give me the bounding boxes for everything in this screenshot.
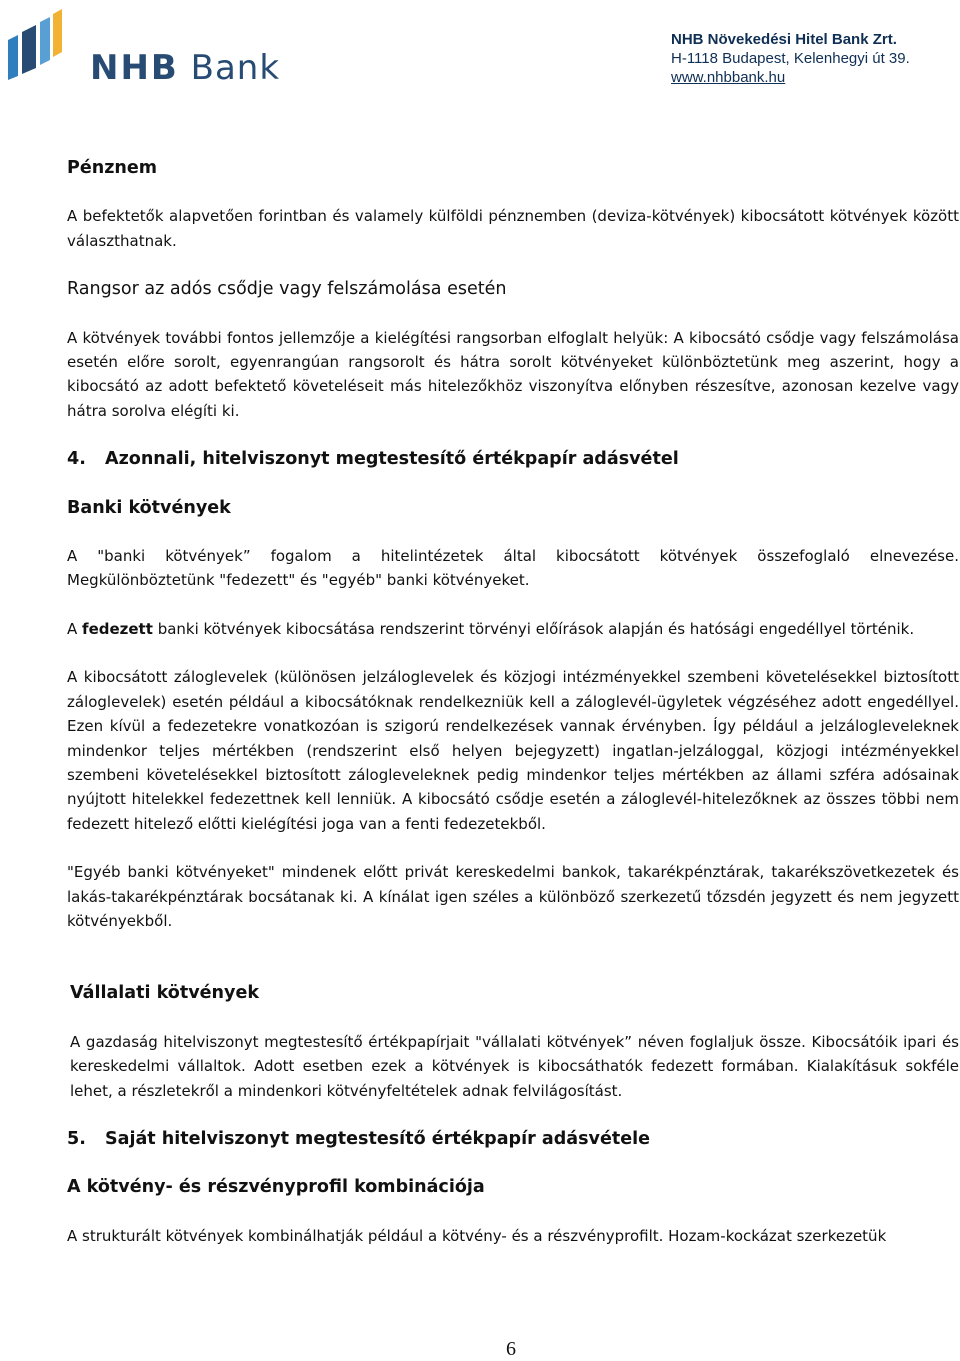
page-number: 6: [506, 1338, 516, 1360]
logo-bars-icon: [6, 4, 86, 84]
section-5-title: Saját hitelviszonyt megtestesítő értékpapír adásvétele: [105, 1128, 651, 1149]
section-4-number: 4.: [67, 449, 86, 470]
section-4-title: Azonnali, hitelviszonyt megtestesítő értékpapír adásvétel: [105, 449, 679, 470]
paragraph-zaloglevelek: A kibocsátott záloglevelek (különösen jelzáloglevelek és közjogi intézményekkel szembeni követelésekkel biztosított záloglevelek) esetén például a kibocsátóknak rendelkezniük kell a záloglevél-ügyletek végzéséhez adott engedéllyel. Ezen kívül a fedezetekre vonatkozóan is szigorú rendelkezések vannak érvényben. Így például a jelzálogleveleknek mindenkor teljes mértékben (rendszerint első helyen bejegyzett) ingatlan-jelzáloggal, közjogi intézményekkel szembeni követelésekkel biztosított zálogleveleknek pedig mindenkor teljes mértékben az állami szféra adósainak nyújtott hitelekkel fedezettnek kell lenniük. A kibocsátó csődje esetén a záloglevél-hitelezőknek az összes többi nem fedezett hitelező előtti kielégítési joga van a fenti fedezetekből.: [67, 668, 959, 833]
paragraph-fedezett: A fedezett banki kötvények kibocsátása rendszerint törvényi előírások alapján és hatósági engedéllyel történik.: [67, 619, 915, 638]
company-address-block: [671, 30, 910, 87]
heading-banki-kotvenyek: Banki kötvények: [67, 497, 231, 518]
company-website-link[interactable]: www.nhbbank.hu: [671, 69, 786, 86]
section-5-number: 5.: [67, 1128, 86, 1149]
heading-rangsor: Rangsor az adós csődje vagy felszámolása esetén: [67, 279, 507, 300]
company-address: H-1118 Budapest, Kelenhegyi út 39.: [671, 50, 910, 67]
paragraph-profil: A strukturált kötvények kombinálhatják például a kötvény- és a részvényprofilt. Hozam-kockázat szerkezetük: [67, 1226, 887, 1245]
heading-section-5: [67, 1127, 959, 1151]
heading-profil-kombinacio: A kötvény- és részvényprofil kombinációja: [67, 1177, 485, 1198]
paragraph-rangsor: A kötvények további fontos jellemzője a kielégítési rangsorban elfoglalt helyük: A kibocsátó csődje vagy felszámolása esetén előre sorolt, egyenrangúan rangsorolt és hátra sorolt kötvényeket különböztetünk meg aszerint, hogy a kibocsátó az adott befektető követeléseit más hitelezőkhöz viszonyítva előnyben részesítve, azonosan kezelve vagy hátra sorolva elégíti ki.: [67, 328, 959, 420]
page-header: [0, 0, 960, 100]
paragraph-penznem: A befektetők alapvetően forintban és valamely külföldi pénznemben (deviza-kötvények) kibocsátott kötvények között választhatnak.: [67, 207, 959, 250]
paragraph-vallalati: A gazdaság hitelviszonyt megtestesítő értékpapírjait "vállalati kötvények” néven foglaljuk össze. Kibocsátóik ipari és kereskedelmi vállaltok. Adott esetben ezek a kötvények is kibocsáthatók fedezett formában. Kialakításuk sokféle lehet, a részletekről a mindenkori kötvényfeltételek adnak felvilágosítást.: [70, 1032, 959, 1100]
company-name: NHB Növekedési Hitel Bank Zrt.: [671, 31, 897, 48]
nhb-bank-logo: [6, 4, 286, 88]
paragraph-banki-1: A "banki kötvények” fogalom a hitelintézetek által kibocsátott kötvények összefoglaló elnevezése. Megkülönböztetünk "fedezett" és "egyéb" banki kötvényeket.: [67, 547, 959, 590]
paragraph-egyeb-banki: "Egyéb banki kötvényeket" mindenek előtt privát kereskedelmi bankok, takarékpénztárak, takarékszövetkezetek és lakás-takarékpénztárak bocsátanak ki. A kínálat igen széles a különböző szerkezetű tőzsdén jegyzett és nem jegyzett kötvényekből.: [67, 863, 959, 930]
logo-wordmark: NHB Bank: [90, 48, 281, 88]
fedezett-emphasis: fedezett: [82, 619, 153, 638]
heading-vallalati-kotvenyek: Vállalati kötvények: [70, 983, 260, 1004]
heading-section-4: [67, 447, 959, 471]
document-body: [67, 156, 959, 1248]
heading-penznem: Pénznem: [67, 158, 158, 178]
